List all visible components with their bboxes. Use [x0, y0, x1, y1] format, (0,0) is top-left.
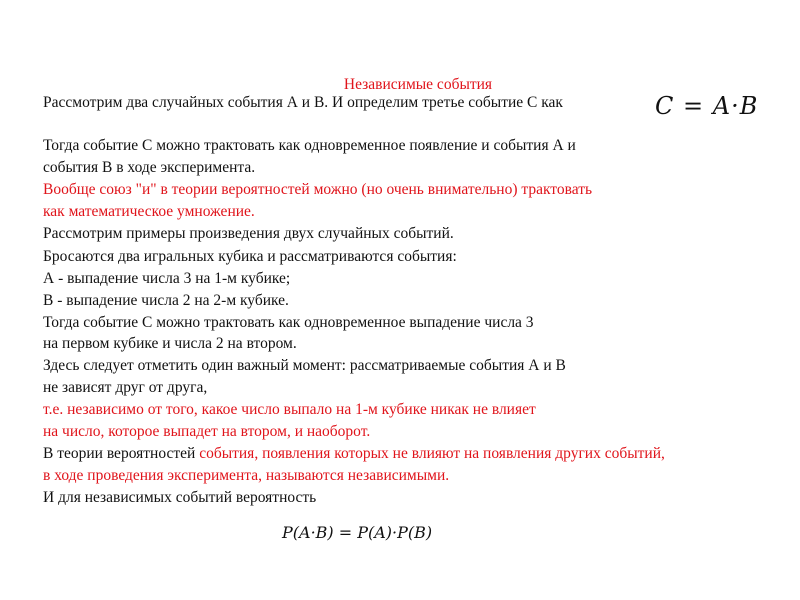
text-segment: В теории вероятностей [43, 445, 200, 462]
formula-probability: P(A·B) = P(A)·P(B) [282, 523, 433, 542]
text-line: на первом кубике и числа 2 на втором. [43, 335, 297, 352]
text-line-highlight: т.е. независимо от того, какое число выпало на 1-м кубике никак не влияет [43, 401, 536, 418]
text-line-highlight: в ходе проведения эксперимента, называются независимыми. [43, 467, 450, 484]
slide-title: Независимые события [343, 76, 493, 93]
text-segment-highlight: события, появления которых не влияют на появления других событий, [199, 445, 665, 462]
text-line: Рассмотрим примеры произведения двух случайных событий. [43, 225, 454, 242]
text-line-highlight: как математическое умножение. [43, 203, 255, 220]
text-line: Тогда событие С можно трактовать как одновременное появление и события А и [43, 137, 576, 154]
text-line: Бросаются два игральных кубика и рассматриваются события: [43, 248, 457, 265]
text-line: Тогда событие С можно трактовать как одновременное выпадение числа 3 [43, 314, 534, 331]
formula-product: C = A·B [655, 92, 759, 120]
text-line: И для независимых событий вероятность [43, 489, 317, 506]
text-line: не зависят друг от друга, [43, 379, 208, 396]
text-line-highlight: на число, которое выпадет на втором, и наоборот. [43, 423, 371, 440]
text-line-mixed [43, 445, 665, 463]
text-line-highlight: Вообще союз "и" в теории вероятностей можно (но очень внимательно) трактовать [43, 181, 593, 198]
text-line: Рассмотрим два случайных события А и В. И определим третье событие С как [43, 94, 563, 111]
text-line: события В в ходе эксперимента. [43, 159, 256, 176]
text-line: А - выпадение числа 3 на 1-м кубике; [43, 270, 291, 287]
text-line: Здесь следует отметить один важный момент: рассматриваемые события А и В [43, 357, 566, 374]
text-line: В - выпадение числа 2 на 2-м кубике. [43, 292, 289, 309]
